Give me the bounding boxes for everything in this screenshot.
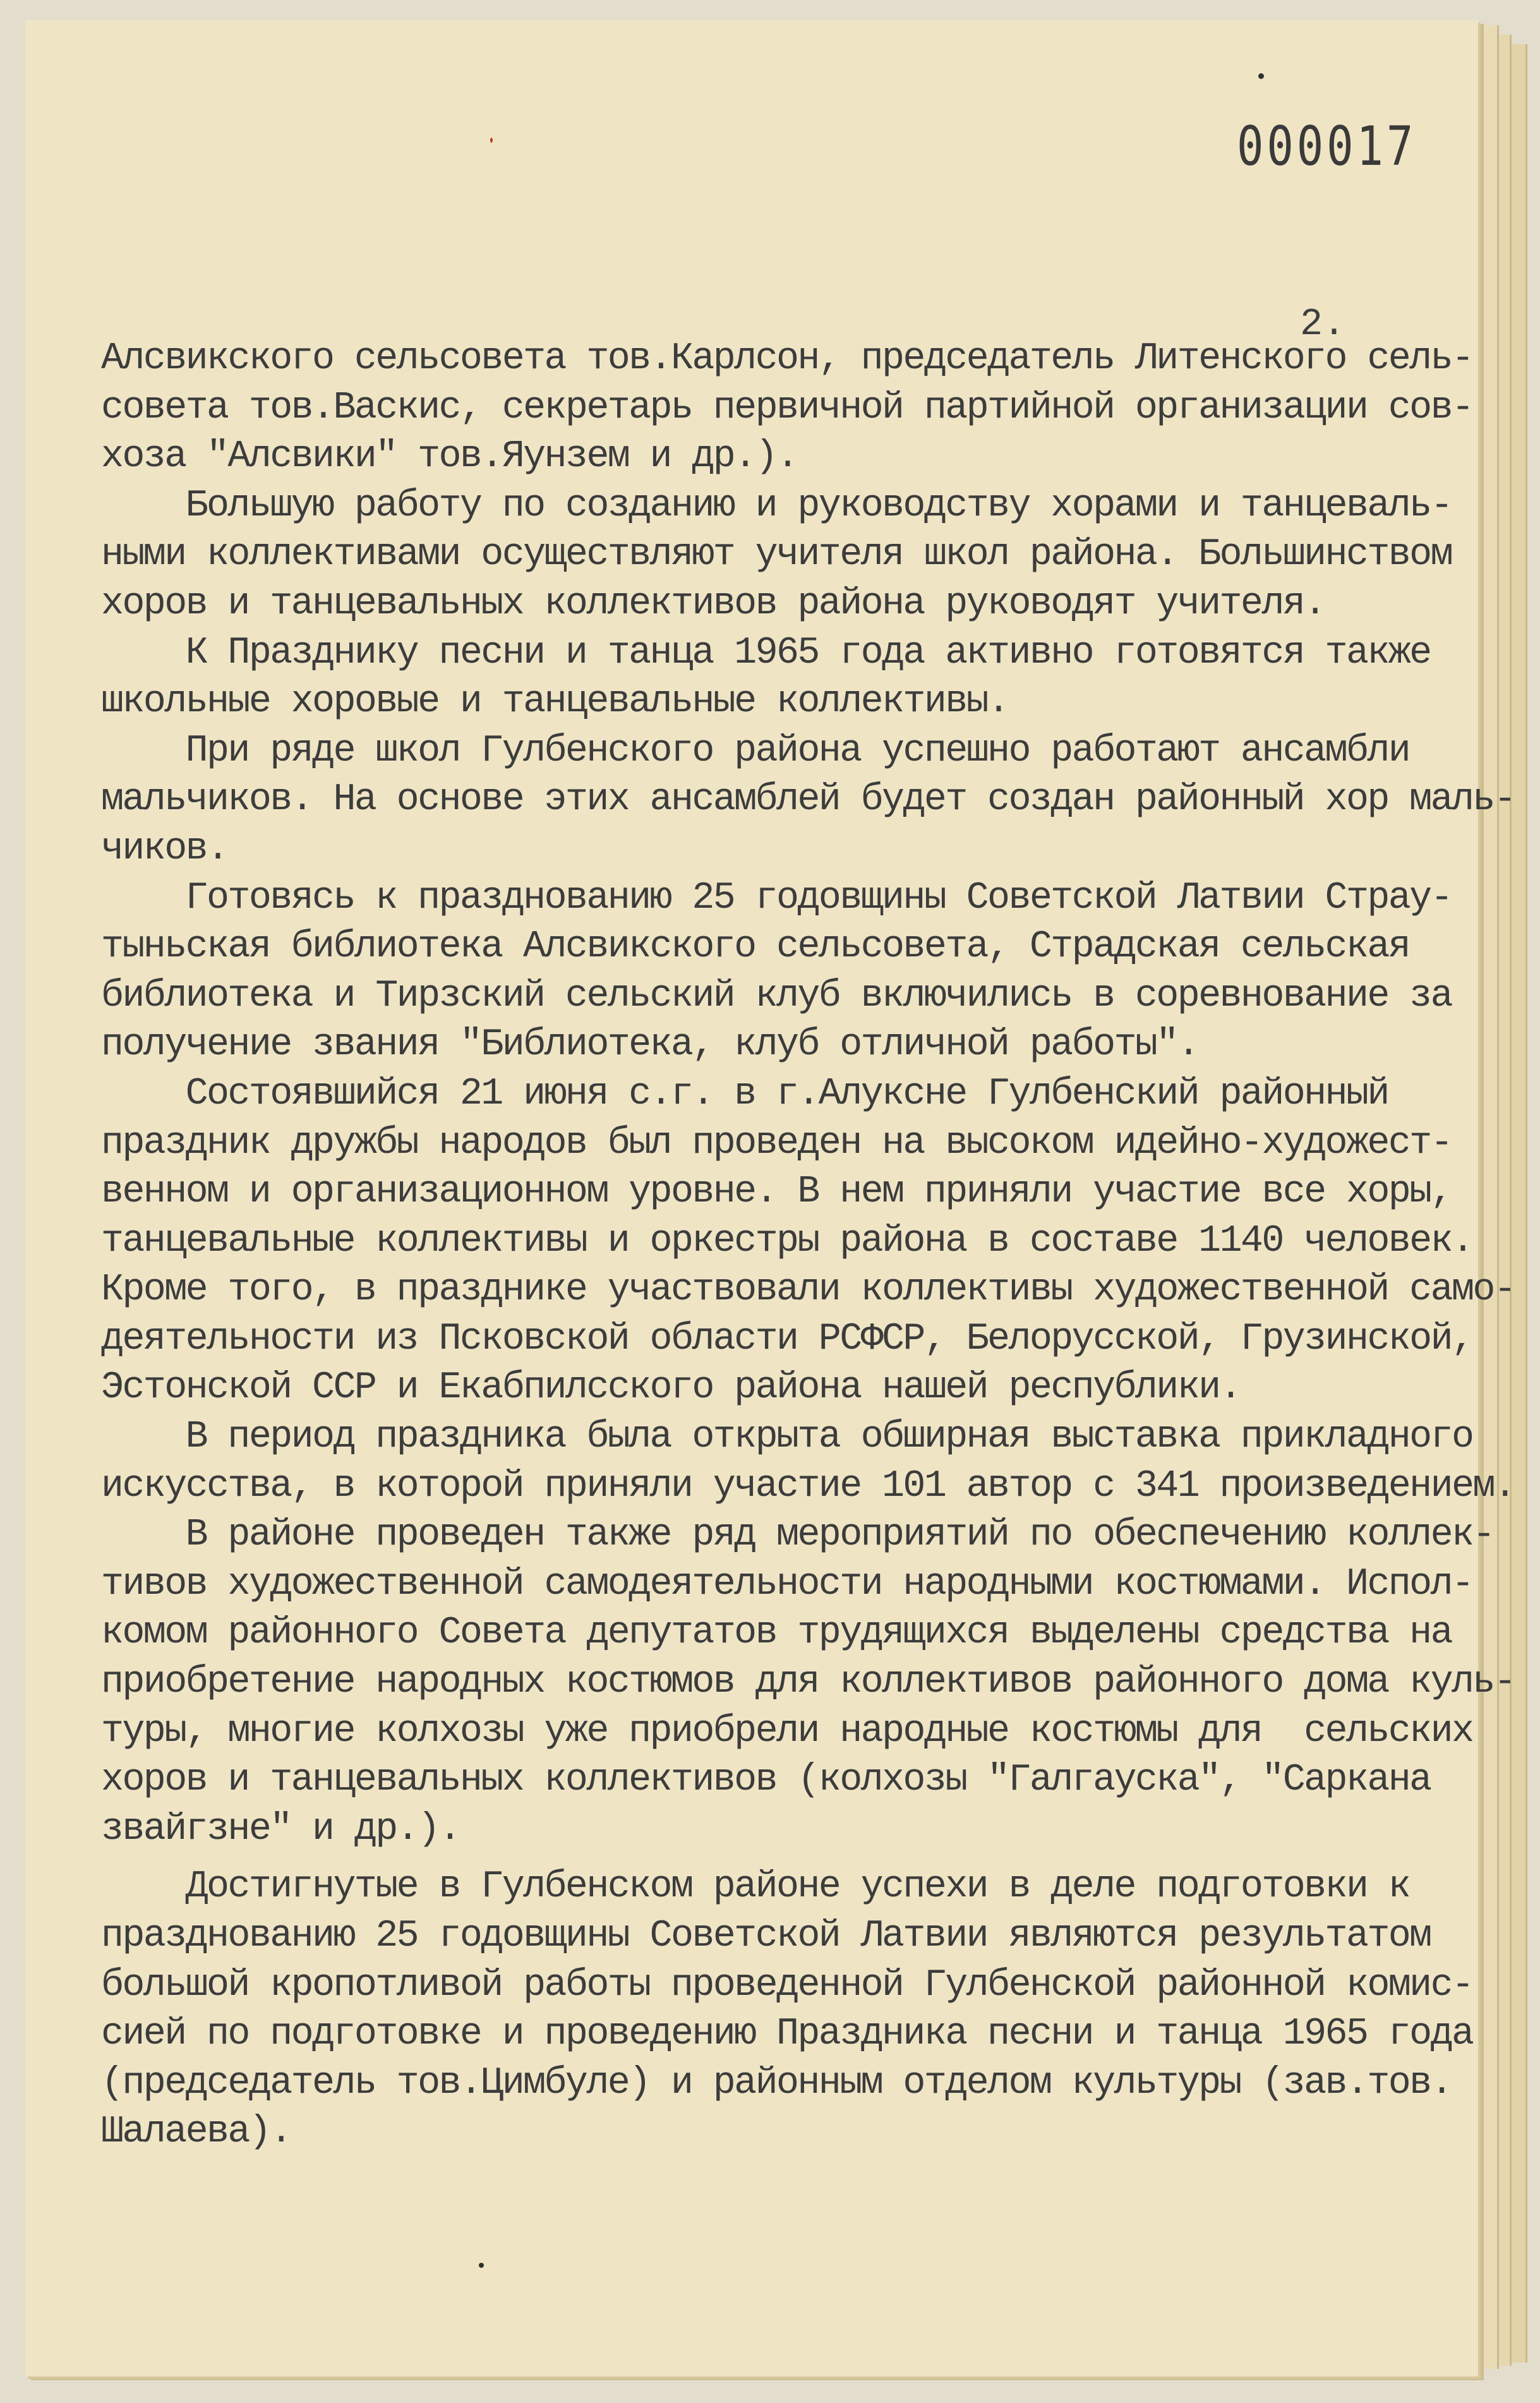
- text-line: деятельности из Псковской области РСФСР, Белорусской, Грузинской,: [101, 1317, 1473, 1361]
- text-line: В районе проведен также ряд мероприятий по обеспечению коллек-: [101, 1514, 1494, 1557]
- ink-speck: [1258, 73, 1264, 79]
- text-line: хоров и танцевальных коллективов (колхозы "Галгауска", "Саркана: [101, 1759, 1431, 1802]
- text-line: Шалаева).: [101, 2111, 291, 2154]
- page-number: 2.: [1300, 303, 1346, 346]
- text-line: Большую работу по созданию и руководству хорами и танцеваль-: [101, 484, 1452, 527]
- text-line: Достигнутые в Гулбенском районе успехи в деле подготовки к: [101, 1865, 1410, 1909]
- text-line: звайгзне" и др.).: [101, 1807, 460, 1851]
- ink-speck: [490, 138, 493, 143]
- text-line: большой кропотливой работы проведенной Гулбенской районной комис-: [101, 1963, 1473, 2007]
- text-line: Готовясь к празднованию 25 годовщины Советской Латвии Страу-: [101, 876, 1452, 920]
- text-line: библиотека и Тирзский сельский клуб включились в соревнование за: [101, 974, 1452, 1018]
- text-line: (председатель тов.Цимбуле) и районным отделом культуры (зав.тов.: [101, 2061, 1452, 2105]
- ink-speck: [479, 2263, 484, 2268]
- text-line: сией по подготовке и проведению Праздника песни и танца 1965 года: [101, 2013, 1473, 2056]
- text-line: искусства, в которой приняли участие 101 автор с 341 произведением.: [101, 1464, 1515, 1508]
- text-line: туры, многие колхозы уже приобрели народные костюмы для сельских: [101, 1709, 1473, 1753]
- text-line: Эстонской ССР и Екабпилсского района нашей республики.: [101, 1366, 1241, 1410]
- text-line: приобретение народных костюмов для коллективов районного дома куль-: [101, 1661, 1515, 1704]
- text-line: комом районного Совета депутатов трудящихся выделены средства на: [101, 1611, 1452, 1655]
- text-line: празднованию 25 годовщины Советской Латвии являются результатом: [101, 1915, 1431, 1958]
- text-line: совета тов.Васкис, секретарь первичной партийной организации сов-: [101, 386, 1473, 430]
- text-line: Кроме того, в празднике участвовали коллективы художественной само-: [101, 1268, 1515, 1312]
- text-line: тыньская библиотека Алсвикского сельсовета, Страдская сельская: [101, 925, 1410, 969]
- text-line: В период праздника была открыта обширная выставка прикладного: [101, 1416, 1473, 1459]
- text-line: школьные хоровые и танцевальные коллективы.: [101, 680, 1009, 724]
- text-line: получение звания "Библиотека, клуб отличной работы".: [101, 1023, 1199, 1067]
- text-line: Алсвикского сельсовета тов.Карлсон, председатель Литенского сель-: [101, 337, 1473, 380]
- text-line: мальчиков. На основе этих ансамблей будет создан районный хор маль-: [101, 778, 1515, 822]
- text-line: хоза "Алсвики" тов.Яунзем и др.).: [101, 435, 798, 479]
- text-line: К Празднику песни и танца 1965 года активно готовятся также: [101, 631, 1431, 675]
- text-line: хоров и танцевальных коллективов района руководят учителя.: [101, 582, 1325, 625]
- text-line: праздник дружбы народов был проведен на высоком идейно-художест-: [101, 1121, 1452, 1165]
- text-line: Состоявшийся 21 июня с.г. в г.Алуксне Гулбенский районный: [101, 1072, 1388, 1116]
- text-line: тивов художественной самодеятельности народными костюмами. Испол-: [101, 1562, 1473, 1606]
- text-line: ными коллективами осуществляют учителя школ района. Большинством: [101, 533, 1452, 577]
- text-line: венном и организационном уровне. В нем приняли участие все хоры,: [101, 1171, 1452, 1214]
- text-line: чиков.: [101, 827, 228, 870]
- document-page: [25, 20, 1515, 2376]
- archive-number: 000017: [1237, 115, 1417, 178]
- text-line: При ряде школ Гулбенского района успешно работают ансамбли: [101, 729, 1410, 773]
- text-line: танцевальные коллективы и оркестры района в составе 1140 человек.: [101, 1219, 1473, 1263]
- typed-body-text: [101, 335, 1515, 2157]
